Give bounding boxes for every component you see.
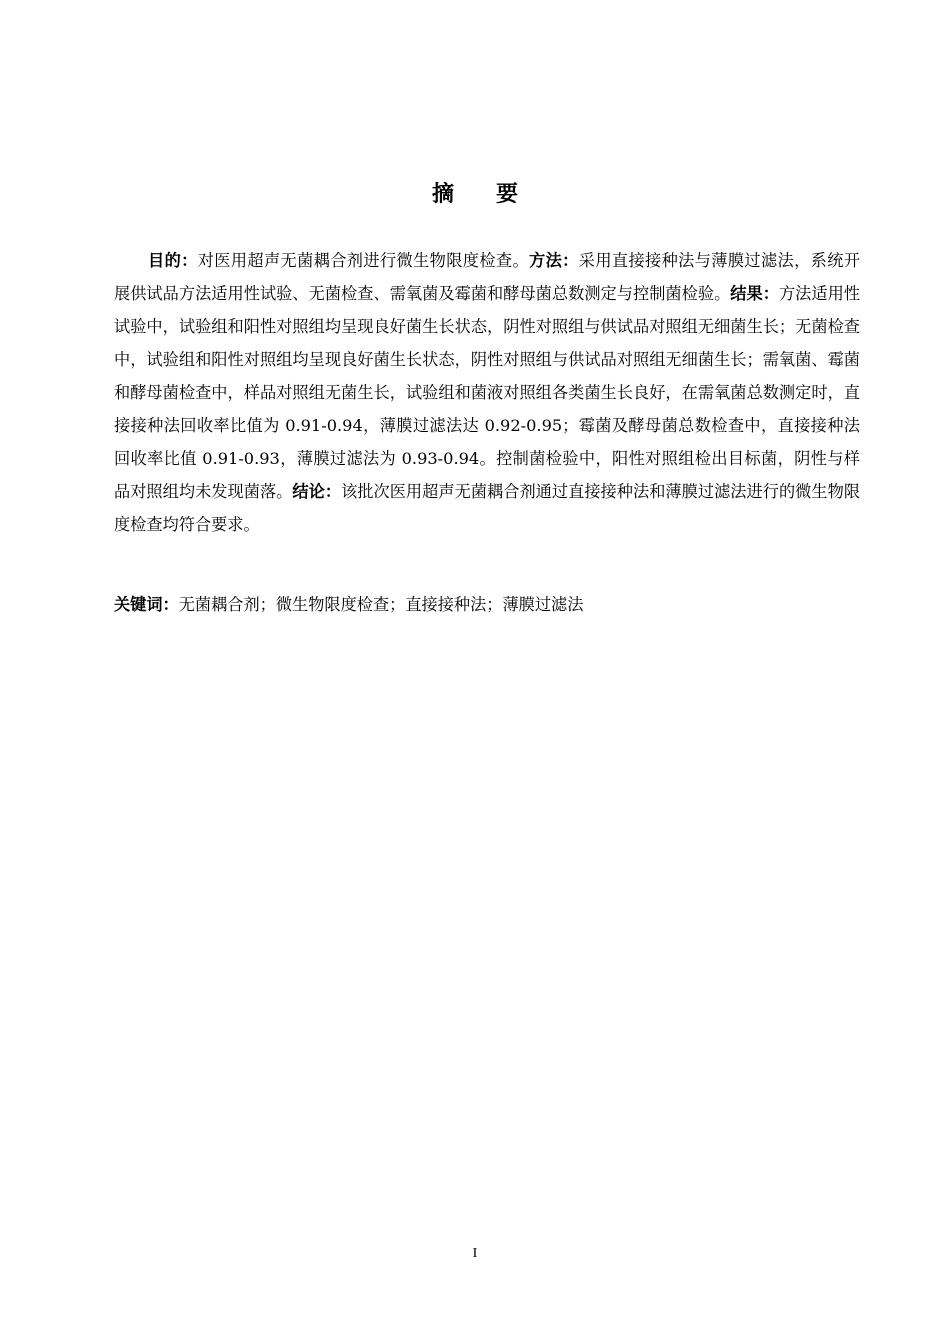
objective-text: 对医用超声无菌耦合剂进行微生物限度检查。 [197,251,530,270]
method-text: 采用直接接种法与薄膜过滤法，系统开展供试品方法适用性试验、无菌检查、需氧菌及霉菌和酵母菌总数测定与控制菌检验。 [114,251,861,303]
conclusion-text: 该批次医用超声无菌耦合剂通过直接接种法和薄膜过滤法进行的微生物限度检查均符合要求。 [114,482,861,534]
result-label: 结果： [730,284,779,303]
objective-label: 目的： [148,251,198,270]
result-text: 方法适用性试验中，试验组和阳性对照组均呈现良好菌生长状态，阴性对照组与供试品对照组无细菌生长；无菌检查中，试验组和阳性对照组均呈现良好菌生长状态，阴性对照组与供试品对照组无细菌生长；需氧菌、霉菌和酵母菌检查中，样品对照组无菌生长，试验组和菌液对照组各类菌生长良好，在需氧菌总数测定时，直接接种法回收率比值为 0.91-0.94，薄膜过滤法达 0.92-0.95；霉菌及酵母菌总数检查中，直接接种法回收率比值 0.91-0.93，薄膜过滤法为 0.93-0.94。控制菌检验中，阳性对照组检出目标菌，阴性与样品对照组均未发现菌落。 [114,284,861,501]
abstract-paragraph [114,244,860,541]
method-label: 方法： [529,251,579,270]
keywords-text: 无菌耦合剂；微生物限度检查；直接接种法；薄膜过滤法 [178,595,584,614]
keywords-line [114,590,860,620]
keywords-label: 关键词： [114,595,179,614]
conclusion-label: 结论： [292,482,342,501]
page-number: I [472,1246,478,1261]
abstract-title: 摘要 [431,182,560,207]
